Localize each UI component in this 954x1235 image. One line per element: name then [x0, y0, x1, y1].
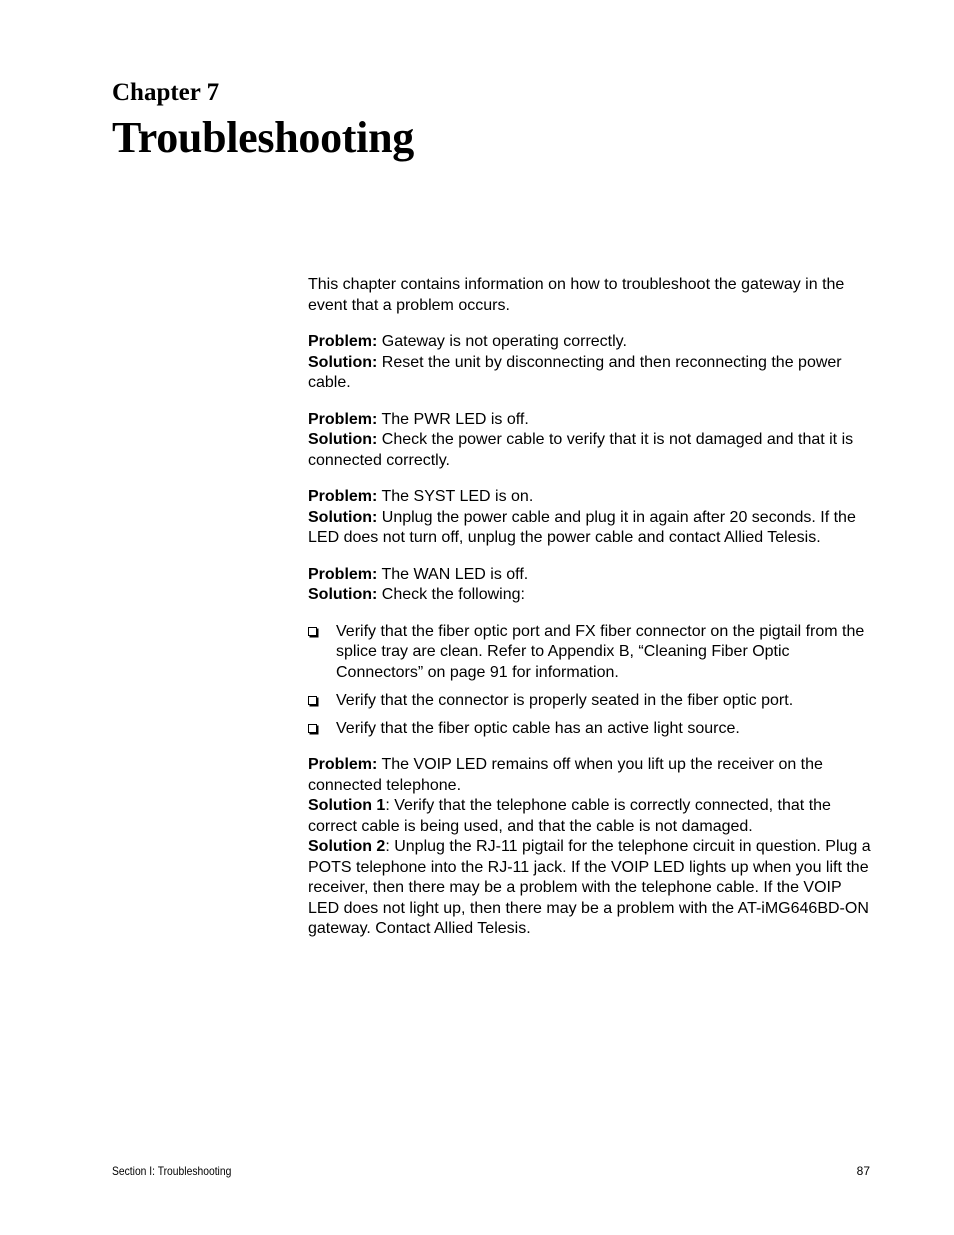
list-item-text: Verify that the fiber optic port and FX fiber connector on the pigtail from the splice tray are clean. Refer to Appendix B, “Cleaning Fiber Optic Connectors” on page 91 for information.	[336, 622, 865, 681]
problem-text: The WAN LED is off.	[377, 565, 529, 583]
solution-label: Solution:	[308, 353, 378, 371]
problem-entry-pwr-led	[308, 410, 872, 472]
solution-label: Solution:	[308, 431, 378, 448]
list-item	[308, 691, 872, 712]
list-item-text: Verify that the connector is properly seated in the fiber optic port.	[336, 691, 794, 709]
chapter-label: Chapter 7	[112, 79, 220, 106]
problem-label: Problem:	[308, 565, 378, 583]
solution-label: Solution:	[308, 586, 378, 603]
solution-text: Unplug the power cable and plug it in again after 20 seconds. If the LED does not turn off, unplug the power cable and contact Allied Telesis.	[308, 508, 856, 546]
problem-entry-gateway	[308, 332, 872, 394]
solution-2-text: : Unplug the RJ-11 pigtail for the telephone circuit in question. Plug a POTS telephone into the RJ-11 jack. If the VOIP LED lights up when you lift the receiver, then there may be a problem with the telephone cable. If the VOIP LED does not light up, then there may be a problem with the AT-iMG646BD-ON gateway. Contact Allied Telesis.	[308, 838, 871, 937]
solution-text: Reset the unit by disconnecting and then reconnecting the power cable.	[308, 353, 842, 391]
problem-label: Problem:	[308, 756, 378, 773]
checkbox-bullet-icon	[308, 696, 317, 705]
problem-text: Gateway is not operating correctly.	[377, 333, 627, 350]
list-item-text: Verify that the fiber optic cable has an active light source.	[336, 719, 740, 737]
footer-page-number: 87	[856, 1164, 870, 1178]
solution-2-label: Solution 2	[308, 838, 386, 855]
solution-1-label: Solution 1	[308, 797, 386, 814]
checkbox-bullet-icon	[308, 724, 317, 733]
page-title: Troubleshooting	[112, 113, 414, 162]
list-item	[308, 719, 872, 740]
problem-text: The VOIP LED remains off when you lift up the receiver on the connected telephone.	[308, 756, 823, 794]
problem-entry-voip-led	[308, 755, 872, 940]
solution-1-text: : Verify that the telephone cable is correctly connected, that the correct cable is being used, and that the cable is not damaged.	[308, 797, 831, 835]
problem-label: Problem:	[308, 333, 378, 350]
solution-text: Check the power cable to verify that it is not damaged and that it is connected correctly.	[308, 431, 854, 469]
problem-label: Problem:	[308, 410, 378, 428]
problem-text: The PWR LED is off.	[377, 410, 529, 428]
footer-section-label: Section I: Troubleshooting	[112, 1164, 232, 1178]
solution-label: Solution:	[308, 508, 378, 526]
intro-paragraph: This chapter contains information on how to troubleshoot the gateway in the event that a problem occurs.	[308, 276, 845, 314]
problem-text: The SYST LED is on.	[377, 488, 534, 505]
wan-checklist	[308, 622, 872, 740]
chapter-body	[308, 275, 872, 956]
checkbox-bullet-icon	[308, 627, 317, 636]
solution-text: Check the following:	[377, 586, 525, 603]
problem-entry-syst-led	[308, 487, 872, 549]
list-item	[308, 622, 872, 684]
problem-entry-wan-led	[308, 565, 872, 606]
problem-label: Problem:	[308, 488, 378, 505]
